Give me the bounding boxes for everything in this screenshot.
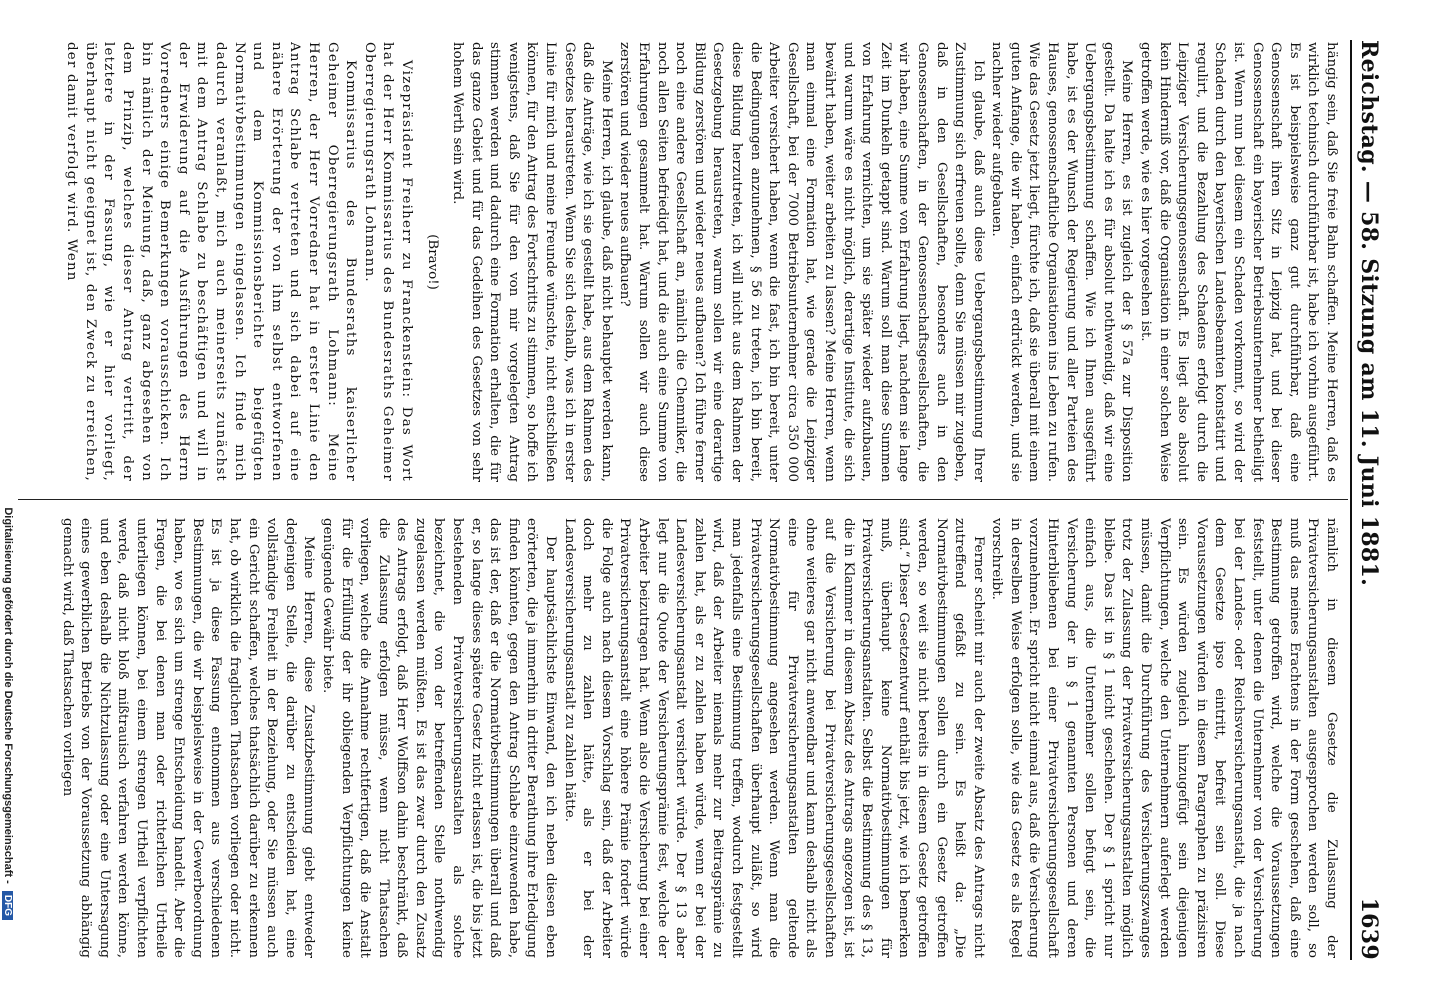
left-paragraph-6: Kommissarius des Bundesraths kaiserlicher Geheimer Oberregierungsrath Lohmann: Meine Herren, der Herr Vorredner hat in erster Linie den Antrag Schlabe vertreten und sich dabei auf eine nähere Erörterung der von ihm selbst entworfenen und dem Kommissionsberichte beigefügten Normativbestimmungen eingelassen. Ich finde mich dadurch veranlaßt, mich auch meinerseits zunächst mit dem Antrag Schlabe zu beschäftigen und will in der Erwiderung auf die Ausführungen des Herrn Vorredners einige Bemerkungen vorausschicken. Ich bin nämlich der Meinung, daß, ganz abgesehen von dem Prinzip, welches dieser Antrag vertritt, der letztere in der Fassung, wie er hier vorliegt, überhaupt nicht geeignet ist, den Zweck zu erreichen, der damit verfolgt wird. Wenn — [64, 42, 359, 482]
footer-text: Digitalisierung gefördert durch die Deutsche Forschungsgemeinschaft - — [2, 507, 14, 884]
right-paragraph-3: Der hauptsächlichste Einwand, den ich neben diesen eben erörterten, die ja immerhin in dritter Berathung ihre Erledigung finden könnten, gegen den Antrag Schlabe einzuwenden habe, das ist der, daß er die Normativbestimmungen überall und daß er, so lange dieses spätere Gesetz nicht erlassen ist, die bis jetzt bestehenden Privatversicherungsanstalten als solche bezeichnet, die von der betreffenden Stelle nothwendig zugelassen werden müßten. Es ist das zwar durch den Zusatz des Antrags erfolgt, daß Herr Wolffson dahin beschränkt, daß die Zulassung erfolgen müsse, wenn nicht Thatsachen vorliegen, welche die Annahme rechtfertigen, daß die Anstalt für die Erfüllung der ihr obliegenden Verpflichtungen keine genügende Gewähr biete. — [319, 518, 559, 958]
digitization-footer — [2, 0, 14, 1000]
header-left-title: Reichstag. — 58. Sitzung am 11. Juni 1881. — [1356, 40, 1382, 587]
left-paragraph-2: Meine Herren, es ist zugleich der § 57a zur Disposition gestellt. Da halte ich es für absolut nothwendig, daß wir eine Uebergangsbestimmung schaffen. Wie ich Ihnen ausgeführt habe, ist es der Wunsch der Regierung und aller Parteien des Hauses, genossenschaftliche Organisationen ins Leben zu rufen. Wie das Gesetz jetzt liegt, fürchte ich, daß sie überall mit einem guten Anfange, die wir haben, einfach erdrückt werden, und sie nachher wieder aufgebauen. — [989, 42, 1135, 482]
left-paragraph-1: hängig sein, daß Sie freie Bahn schaffen. Meine Herren, daß es wirklich technisch durchführbar ist, habe ich vorhin ausgeführt. Es ist beispielsweise ganz gut durchführbar, daß eine Genossenschaft ihren Sitz in Leipzig hat, und bei dieser Genossenschaft ein bayerischer Betriebsunternehmer betheiligt ist. Wenn nun bei diesem ein Schaden vorkommt, so wird der Schaden durch den bayerischen Landesbeamten konstatirt und regulirt, und die Bezahlung des Schadens erfolgt durch die Leipziger Versicherungsgenossenschaft. Es liegt also absolut kein Hinderniß vor, daß die Organisation in einer solchen Weise getroffen werde, wie es hier vorgesehen ist. — [1138, 42, 1339, 482]
right-paragraph-2: Ferner scheint mir auch der zweite Absatz des Antrags nicht zutreffend gefaßt zu sein. Es heißt da: „Die Normativbestimmungen sollen durch ein Gesetz getroffen werden, so weit sie nicht bereits in diesem Gesetz getroffen sind.“ Dieser Gesetzentwurf enthält bis jetzt, wie ich bemerken muß, überhaupt keine Normativbestimmungen für Privatversicherungsanstalten. Selbst die Bestimmung des § 13, die in Klammer in diesem Absatz des Antrags angezogen ist, ist auf die Versicherung bei Privatversicherungsgesellschaften ohne weiteres gar nicht anwendbar und kann deshalb nicht als eine für Privatversicherungsanstalten geltende Normativbestimmung angesehen werden. Wenn man die Privatversicherungsgesellschaften überhaupt zuläßt, so wird man jedenfalls eine Bestimmung treffen, wodurch festgestellt wird, daß der Arbeiter niemals mehr zur Beitragsprämie zu zahlen hat, als er zu zahlen haben würde, wenn er bei der Landesversicherungsanstalt versichert würde. Der § 13 aber legt nur die Quote der Versicherungsprämie fest, welche der Arbeiter beizutragen hat. Wenn also die Versicherung bei einer Privatversicherungsanstalt eine höhere Prämie fordert würde die Folge auch nach diesem Vorschlag sein, daß der Arbeiter doch mehr zu zahlen hätte, als er bei der Landesversicherungsanstalt zu zahlen hätte. — [561, 518, 986, 958]
right-paragraph-4: Meine Herren, diese Zusatzbestimmung giebt entweder derjenigen Stelle, die darüber zu entscheiden hat, eine vollständige Freiheit in der Beziehung, oder Sie müssen auch ein Gericht schaffen, welches thatsächlich darüber zu erkennen hat, ob wirklich die fraglichen Thatsachen vorliegen oder nicht. Es ist ja diese Fassung entnommen aus verschiedenen Bestimmungen, die wir beispielsweise in der Gewerbeordnung haben, wo es sich um strenge Entscheidung handelt. Aber die Fragen, die bei denen man oder richterlichen Urtheile unterliegen können, bei einem strengen Urtheil verpflichten werde, daß nicht bloß mißtrauisch verfahren werden könne, und eben deshalb die Nichtzulassung oder eine Untersagung eines gewerblichen Betriebs von der Voraussetzung abhängig gemacht wird, daß Thatsachen vorliegen — [59, 518, 317, 958]
column-divider — [18, 499, 1348, 500]
left-paragraph-3: Ich glaube, daß auch diese Uebergangsbestimmung Ihrer Zustimmung sich erfreuen sollte, denn Sie müssen mir zugeben, daß in den Gesellschaften, besonders auch in den Genossenschaften, in der Genossenschaftsgesellschaften, die wir haben, eine Summe von Erfahrung liegt, nachdem sie lange Zeit im Dunkeln getappt sind. Warum soll man diese Summen von Erfahrung vernichten, um sie später wieder aufzubauen, und warum wäre es nicht möglich, derartige Institute, die sich bewährt haben, weiter arbeiten zu lassen? Meine Herren, wenn man einmal eine Formation hat, wie gerade die Leipziger Gesellschaft, bei der 7000 Betriebsunternehmer circa 350 000 Arbeiter versichert haben, wenn die fast, ich bin bereit, unter die Bedingungen anzunehmen, § 56 zu treten, ich bin bereit, diese Bildung herzutreten, ich will nicht aus dem Rahmen der Gesetzgebung heraustreten, warum sollen wir eine derartige Bildung zerstören und wieder neues aufbauen? Ich führe ferner noch eine andere Gesellschaft an, nämlich die Chemniker, die noch allen Seiten befriedigt hat, und die auch eine Summe von Erfahrungen gesammelt hat. Warum sollen wir auch diese zerstören und wieder neues aufbauen? — [617, 42, 986, 482]
page-header — [1356, 40, 1388, 960]
right-paragraph-1: nämlich in diesem Gesetze die Zulassung der Privatversicherungsanstalten ausgesprochen werden soll, so muß das meines Erachtens in der Form geschehen, daß eine Bestimmung getroffen wird, welche die Voraussetzungen feststellt, unter denen die Unternehmer von der Versicherung bei der Landes- oder Reichsversicherungsanstalt, die ja nach dem Gesetze ipso eintritt, befreit sein soll. Diese Voraussetzungen würden in diesem Paragraphen zu präzisiren sein. Es würden zugleich hinzugefügt sein diejenigen Verpflichtungen, welche den Unternehmern auferlegt werden müssen, damit die Durchführung des Versicherungszwanges trotz der Zulassung der Privatversicherungsanstalten möglich bleibe. Das ist in § 1 nicht geschehen. Der § 1 spricht nur einfach aus, die Unternehmer sollen befugt sein, die Versicherung der in § 1 genannten Personen und deren Hinterbliebenen bei einer Privatversicherungsgesellschaft vorzunehmen. Er spricht nicht einmal aus, daß die Versicherung in derselben Weise erfolgen solle, wie das Gesetz es als Regel vorschreibt. — [989, 518, 1339, 958]
left-text-column — [20, 42, 1340, 482]
left-paragraph-4: Meine Herren, ich glaube, daß nicht behauptet werden kann, daß die Anträge, wie ich sie gestellt habe, aus dem Rahmen des Gesetzes heraustreten. Wenn Sie sich deshalb, was ich in erster Linie für mich und meine Freunde wünschte, nicht entschließen können, für den Antrag des Fortschritts zu stimmen, so hoffe ich wenigstens, daß Sie für den von mir vorgelegten Antrag stimmen werden und dadurch eine Formation erhalten, die für das ganze Gebiet und für das Gedeihen des Gesetzes von sehr hohem Werth sein wird. — [450, 42, 614, 482]
dfg-badge: DFG — [2, 891, 13, 920]
page-number: 1639 — [1356, 897, 1382, 960]
right-text-column — [20, 518, 1340, 958]
left-paragraph-5: Vizepräsident Freiherr zu Franckenstein: Das Wort hat der Herr Kommissarius des Bundesraths Geheimer Oberregierungsrath Lohmann. — [361, 42, 414, 482]
applause-note: (Bravo!) — [425, 234, 441, 290]
header-rule — [1350, 40, 1352, 960]
